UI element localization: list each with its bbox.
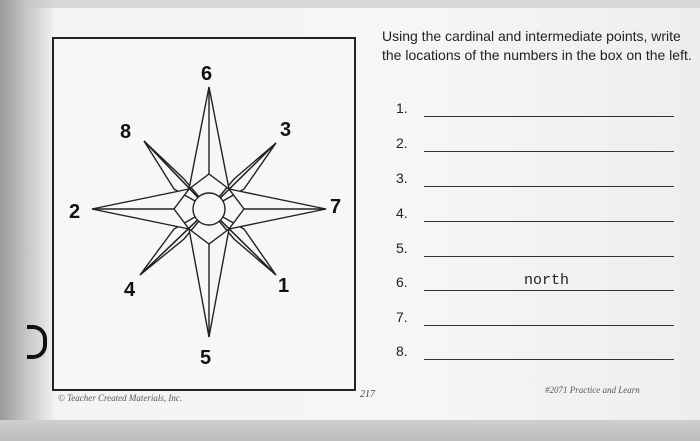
answer-row[interactable] [396,170,686,192]
label-bottom-right: 1 [278,275,290,297]
answer-row[interactable] [396,135,686,157]
answer-number: 3. [396,170,408,186]
label-top: 6 [201,63,213,85]
answer-line[interactable] [424,359,674,360]
answer-number: 7. [396,309,408,325]
answer-number: 6. [396,274,408,290]
answer-line[interactable] [424,256,674,257]
footer-series: #2071 Practice and Learn [545,385,640,395]
footer-page-number: 217 [360,389,375,400]
label-top-right: 3 [280,119,292,141]
label-left: 2 [69,201,81,223]
answer-row[interactable] [396,205,686,227]
instructions-text: Using the cardinal and intermediate points, write the locations of the numbers in the box on the left. [382,28,692,63]
answer-text: north [524,272,570,289]
answer-line[interactable] [424,186,674,187]
answer-number: 1. [396,100,408,116]
answer-number: 2. [396,135,408,151]
answer-number: 8. [396,343,408,359]
answer-row[interactable] [396,343,686,365]
answer-line[interactable] [424,151,674,152]
compass-box [52,37,356,391]
answer-number: 4. [396,205,408,221]
answer-row[interactable] [396,274,686,296]
answer-number: 5. [396,240,408,256]
answer-line[interactable] [424,325,674,326]
answer-row[interactable] [396,240,686,262]
page-shadow [0,0,55,441]
answer-line[interactable] [424,221,674,222]
label-bottom-left: 4 [124,279,136,301]
label-right: 7 [330,196,342,218]
answer-line[interactable] [424,290,674,291]
page-bottom-edge [0,420,700,441]
label-bottom: 5 [200,347,212,369]
answer-line[interactable] [424,116,674,117]
label-top-left: 8 [120,121,132,143]
answer-row[interactable] [396,309,686,331]
answer-row[interactable] [396,100,686,122]
compass-center [193,193,225,225]
compass-rose [54,39,354,389]
footer-publisher: © Teacher Created Materials, Inc. [58,393,183,403]
